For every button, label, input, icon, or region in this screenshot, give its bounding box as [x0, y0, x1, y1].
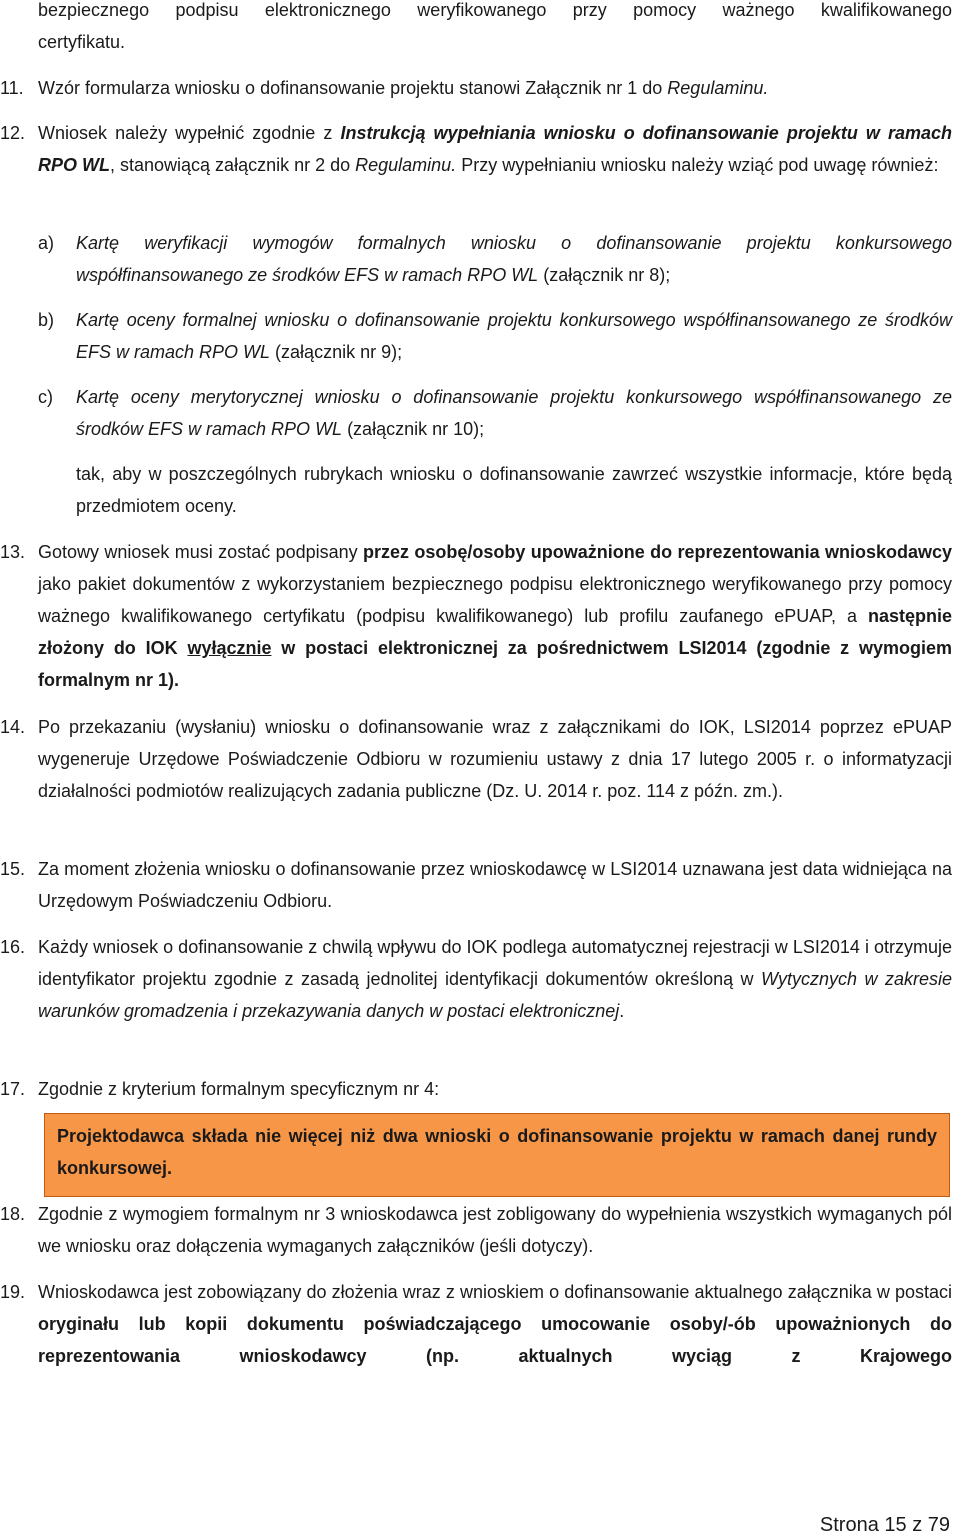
instruction-reference: Instrukcją wypełniania wniosku o dofinansowanie projektu w ramach RPO WL — [38, 123, 953, 175]
item-text: Po przekazaniu (wysłaniu) wniosku o dofinansowanie wraz z załącznikami do IOK, LSI2014 poprzez ePUAP wygeneruje Urzędowe Poświadczenie Odbioru w rozumieniu ustawy z dnia 17 lutego 2005 r. o informatyzacji działalności podmiotów realizujących zadania publiczne (Dz. U. 2014 r. poz. 114 z późn. zm.). — [38, 717, 952, 801]
list-item-15 — [0, 853, 960, 917]
text-span: Każdy wniosek o dofinansowanie z chwilą wpływu do IOK podlega automatycznej rejestracji w LSI2014 i otrzymuje identyfikator projektu zgodnie z zasadą jednolitej identyfikacji dokumentów określoną w — [38, 937, 952, 989]
text-span: . — [619, 1001, 625, 1021]
item-text — [38, 117, 952, 181]
item-number: 13. — [0, 542, 26, 562]
item-number: 19. — [0, 1282, 26, 1302]
document-title: Kartę oceny merytorycznej wniosku o dofinansowanie projektu konkursowego współfinansowanego ze środków EFS w ramach RPO WL — [76, 387, 952, 439]
list-item-17 — [0, 1073, 960, 1105]
continuation-paragraph — [38, 0, 952, 58]
text-span: Przy wypełnianiu wniosku należy wziąć pod uwagę również: — [456, 155, 939, 175]
annex-reference: (załącznik nr 9); — [270, 342, 403, 362]
text-span: jako pakiet dokumentów z wykorzystaniem bezpiecznego podpisu elektronicznego weryfikowanego przy pomocy ważnego kwalifikowanego certyfikatu (podpisu kwalifikowanego) lub profilu zaufanego ePUAP, a — [38, 574, 952, 626]
annex-reference: (załącznik nr 10); — [342, 419, 485, 439]
sub-item-text — [76, 381, 952, 445]
list-item-19 — [0, 1276, 960, 1372]
item-text — [38, 536, 952, 696]
text-span: Wniosek należy wypełnić zgodnie z — [38, 123, 341, 143]
list-item-12 — [0, 117, 960, 181]
criterion-highlight-box — [44, 1113, 950, 1197]
item-number: 17. — [0, 1079, 26, 1099]
item-number: 12. — [0, 123, 26, 143]
list-item-18 — [0, 1198, 960, 1262]
sub-item-c — [38, 381, 952, 445]
document-title: Kartę weryfikacji wymogów formalnych wniosku o dofinansowanie projektu konkursowego współfinansowanego ze środków EFS w ramach RPO WL — [76, 233, 952, 285]
item-text: Zgodnie z wymogiem formalnym nr 3 wnioskodawca jest zobligowany do wypełnienia wszystkich wymaganych pól we wniosku oraz dołączenia wymaganych załączników (jeśli dotyczy). — [38, 1204, 952, 1256]
criterion-text: Projektodawca składa nie więcej niż dwa wnioski o dofinansowanie projektu w ramach danej rundy konkursowej. — [57, 1126, 937, 1178]
guidelines-reference: Wytycznych w zakresie warunków gromadzenia i przekazywania danych w postaci elektronicznej — [38, 969, 952, 1021]
item-number: 16. — [0, 937, 26, 957]
text-span: Wnioskodawca jest zobowiązany do złożenia wraz z wnioskiem o dofinansowanie aktualnego załącznika w postaci — [38, 1282, 952, 1302]
page-number: Strona 15 z 79 — [819, 1514, 950, 1536]
closing-text: tak, aby w poszczególnych rubrykach wniosku o dofinansowanie zawrzeć wszystkie informacje, które będą przedmiotem oceny. — [76, 464, 952, 516]
item-number: 18. — [0, 1204, 26, 1224]
text-span: Gotowy wniosek musi zostać podpisany — [38, 542, 364, 562]
item-12-closing — [38, 458, 952, 522]
sub-item-b — [38, 304, 952, 368]
text-span: , stanowiącą załącznik nr 2 do — [110, 155, 356, 175]
item-text — [38, 1276, 952, 1372]
document-title: Kartę oceny formalnej wniosku o dofinansowanie projektu konkursowego współfinansowanego ze środków EFS w ramach RPO WL — [76, 310, 952, 362]
list-item-14 — [0, 711, 960, 807]
item-text: Za moment złożenia wniosku o dofinansowanie przez wnioskodawcę w LSI2014 uznawana jest data widniejąca na Urzędowym Poświadczeniu Odbioru. — [38, 859, 952, 911]
sub-item-letter: a) — [38, 233, 55, 253]
item-number: 14. — [0, 717, 26, 737]
emphasis-text: następnie złożony do IOK — [38, 606, 952, 658]
list-item-11 — [0, 72, 960, 104]
sub-item-text — [76, 227, 952, 291]
item-number: 11. — [0, 78, 24, 98]
underlined-emphasis: wyłącznie — [187, 638, 272, 658]
item-text: Zgodnie z kryterium formalnym specyficznym nr 4: — [38, 1079, 440, 1099]
sub-item-letter: b) — [38, 310, 55, 330]
item-number: 15. — [0, 859, 26, 879]
emphasis-text: oryginału lub kopii dokumentu poświadczającego umocowanie osoby/-ób upoważnionych do reprezentowania wnioskodawcy (np. aktualnych wyciąg z Krajowego — [38, 1314, 952, 1366]
item-text — [38, 931, 952, 1027]
emphasis-text: przez osobę/osoby upoważnione do reprezentowania wnioskodawcy — [363, 542, 952, 562]
item-text-italic: Regulaminu. — [667, 78, 769, 98]
item-text-plain: Wzór formularza wniosku o dofinansowanie projektu stanowi Załącznik nr 1 do — [38, 78, 668, 98]
sub-item-letter: c) — [38, 387, 53, 407]
sub-item-a — [38, 227, 952, 291]
list-item-16 — [0, 931, 960, 1027]
annex-reference: (załącznik nr 8); — [538, 265, 671, 285]
continuation-line-2: certyfikatu. — [38, 32, 126, 52]
sub-item-text — [76, 304, 952, 368]
continuation-line-1: bezpiecznego podpisu elektronicznego weryfikowanego przy pomocy ważnego kwalifikowanego — [38, 0, 952, 20]
item-text — [38, 72, 952, 104]
list-item-13 — [0, 536, 960, 696]
regulation-reference: Regulaminu. — [355, 155, 457, 175]
emphasis-text: w postaci elektronicznej za pośrednictwem LSI2014 (zgodnie z wymogiem formalnym nr 1). — [38, 638, 952, 690]
